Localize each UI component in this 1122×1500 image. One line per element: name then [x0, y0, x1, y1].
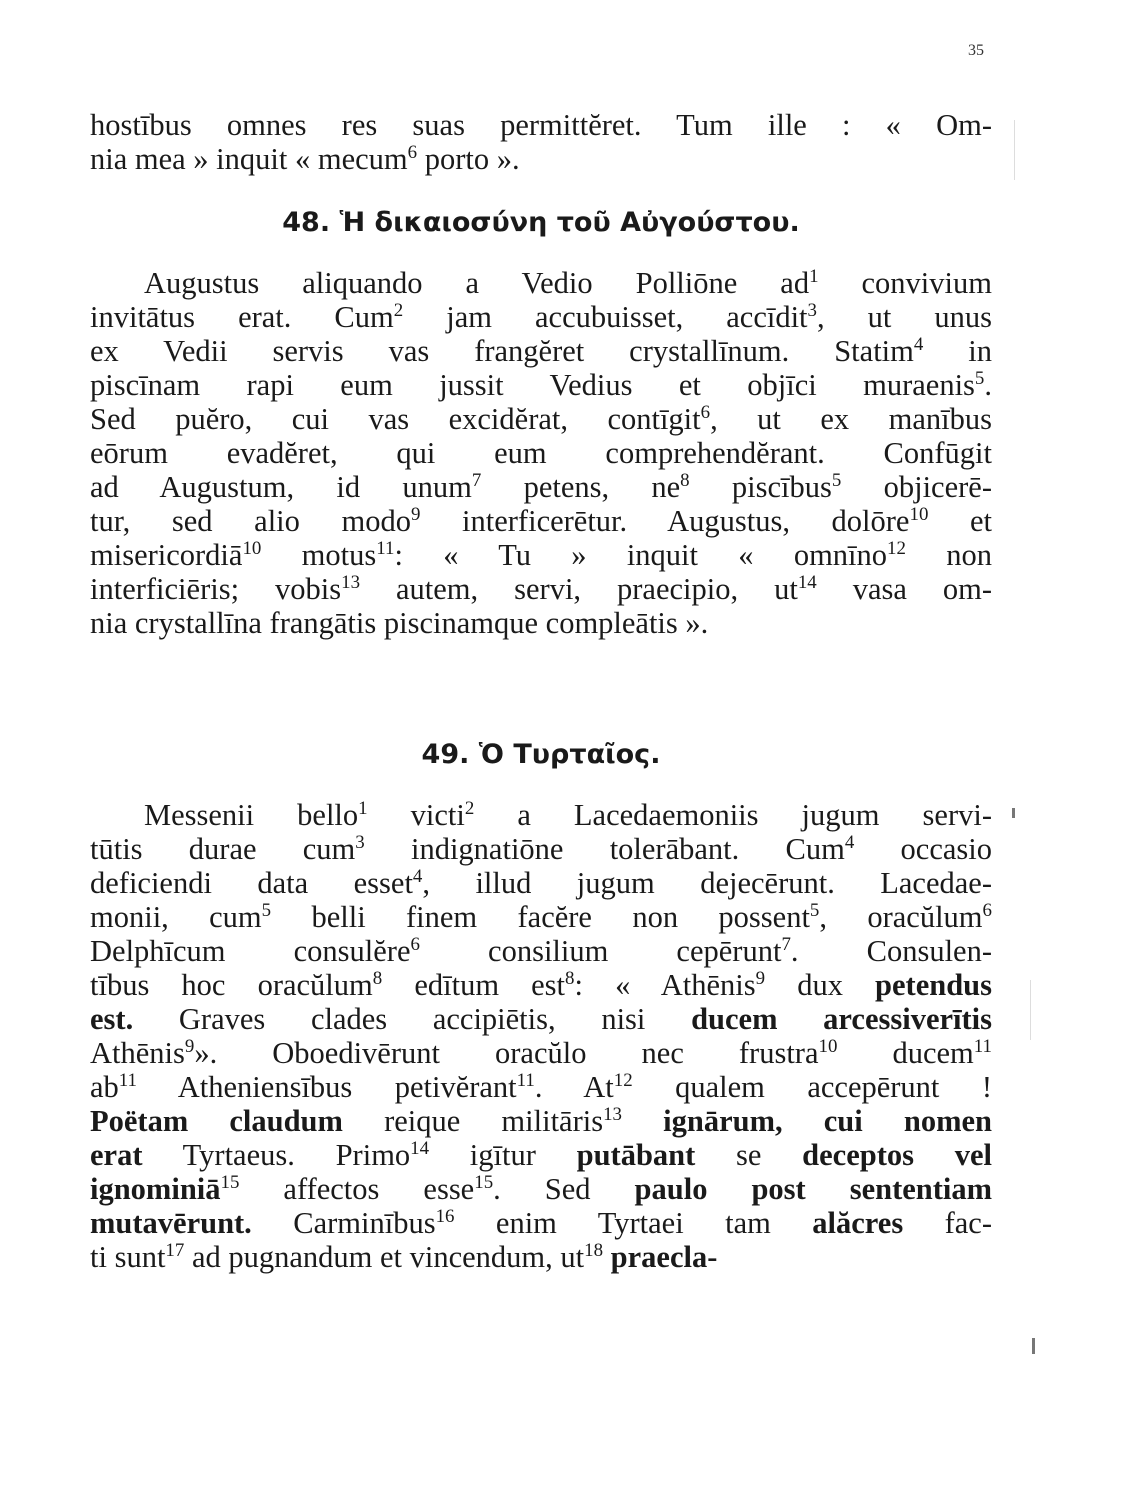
text-segment: deficiendi data esset: [90, 866, 413, 900]
footnote-marker: 12: [613, 1069, 633, 1091]
footnote-marker: 8: [680, 469, 690, 491]
text-line: [90, 832, 992, 866]
text-segment: enim Tyrtaei tam alăcres fac-: [454, 1206, 992, 1240]
section-48-paragraph: [90, 266, 992, 640]
text-segment: hostībus omnes res suas permittĕret. Tum ille : « Om-: [90, 108, 992, 142]
text-line: [90, 1240, 992, 1274]
footnote-marker: 15: [220, 1171, 240, 1193]
text-segment: est. Graves clades accipiētis, nisi ducem arcessiverītis: [90, 1002, 992, 1036]
text-line: [90, 436, 992, 470]
text-line: [90, 142, 992, 176]
footnote-marker: 17: [165, 1239, 185, 1261]
footnote-marker: 16: [435, 1205, 455, 1227]
text-segment: vasa om-: [816, 572, 992, 606]
text-segment: . At: [534, 1070, 614, 1104]
text-segment: interficiēris; vobis: [90, 572, 342, 606]
footnote-marker: 15: [474, 1171, 494, 1193]
footnote-marker: 6: [700, 401, 711, 423]
footnote-marker: 9: [755, 967, 766, 989]
text-segment: . Consulen-: [790, 934, 992, 968]
text-segment: : « Tu » inquit « omnīno: [394, 538, 888, 572]
text-line: [90, 470, 992, 504]
text-segment: et: [928, 504, 993, 538]
text-segment: , illud jugum dejecērunt. Lacedae-: [422, 866, 992, 900]
text-segment: ducem: [837, 1036, 974, 1070]
text-line: [90, 1206, 992, 1240]
footnote-marker: 4: [913, 333, 924, 355]
text-segment: igītur putābant se deceptos vel: [429, 1138, 992, 1172]
footnote-marker: 13: [603, 1103, 622, 1125]
footnote-marker: 11: [118, 1069, 138, 1091]
text-segment: Messenii bello: [144, 798, 359, 832]
footnote-marker: 4: [844, 831, 855, 853]
text-segment: autem, servi, praecipio, ut: [360, 572, 798, 606]
text-line: [90, 900, 992, 934]
text-segment: Poëtam claudum reique militāris: [90, 1104, 604, 1138]
footnote-marker: 9: [410, 503, 421, 525]
intro-paragraph: [90, 108, 992, 176]
footnote-marker: 6: [982, 899, 992, 921]
footnote-marker: 2: [393, 299, 404, 321]
text-line: [90, 1002, 992, 1036]
text-segment: ad Augustum, id unum: [90, 470, 472, 504]
text-segment: , ut unus: [816, 300, 993, 334]
text-line: [90, 108, 992, 142]
text-segment: praecla-: [610, 1240, 718, 1274]
text-segment: nia crystallīna frangātis piscinamque compleātis ».: [90, 606, 709, 640]
text-segment: victi: [367, 798, 465, 832]
text-segment: Delphīcum consulĕre: [90, 934, 411, 968]
footnote-marker: 11: [516, 1069, 535, 1091]
footnote-marker: 7: [471, 469, 482, 491]
text-line: [90, 866, 992, 900]
text-segment: mutavērunt. Carminībus: [90, 1206, 436, 1240]
text-line: [90, 266, 992, 300]
text-segment: tūtis durae cum: [90, 832, 356, 866]
footnote-marker: 11: [973, 1035, 992, 1057]
text-segment: jam accubuisset, accīdit: [403, 300, 808, 334]
text-segment: petens, ne: [481, 470, 681, 504]
text-segment: tībus hoc oracŭlum: [90, 968, 373, 1002]
scan-mark: [1030, 980, 1031, 1040]
footnote-marker: 3: [355, 831, 365, 853]
scan-mark: [1014, 120, 1015, 180]
footnote-marker: 4: [412, 865, 423, 887]
text-segment: Atheniensībus petivĕrant: [137, 1070, 517, 1104]
footnote-marker: 3: [807, 299, 817, 321]
text-line: [90, 572, 992, 606]
scan-speck: [1032, 1338, 1035, 1354]
section-49-paragraph: [90, 798, 992, 1274]
text-segment: eōrum evadĕret, qui eum comprehendĕrant. Confūgit: [90, 436, 992, 470]
text-segment: ignārum, cui nomen: [663, 1104, 993, 1138]
text-line: [90, 968, 992, 1002]
text-segment: misericordiā: [90, 538, 243, 572]
text-line: [90, 934, 992, 968]
footnote-marker: 1: [809, 265, 819, 287]
footnote-marker: 5: [831, 469, 842, 491]
text-line: [90, 1070, 992, 1104]
text-segment: convivium: [818, 266, 992, 300]
footnote-marker: 14: [797, 571, 817, 593]
text-segment: porto ».: [417, 142, 520, 176]
text-line: [90, 300, 992, 334]
text-segment: affectos esse: [239, 1172, 475, 1206]
text-line: [90, 504, 992, 538]
text-segment: piscībus: [689, 470, 832, 504]
section-48-heading: 48. Ἡ δικαιοσύνη τοῦ Αὐγούστου.: [282, 207, 800, 238]
footnote-marker: 10: [909, 503, 929, 525]
text-segment: Augustus aliquando a Vedio Polliōne ad: [144, 266, 810, 300]
text-segment: motus: [261, 538, 377, 572]
text-line: [90, 1172, 992, 1206]
text-segment: dux petendus: [765, 968, 992, 1002]
text-segment: invitātus erat. Cum: [90, 300, 394, 334]
footnote-marker: 1: [358, 797, 368, 819]
footnote-marker: 18: [584, 1239, 604, 1261]
footnote-marker: 6: [407, 141, 418, 163]
page-number: 35: [968, 42, 984, 59]
footnote-marker: 7: [781, 933, 791, 955]
footnote-marker: 5: [974, 367, 985, 389]
text-segment: , oracŭlum: [819, 900, 983, 934]
text-segment: monii, cum: [90, 900, 262, 934]
text-line: [90, 1104, 992, 1138]
footnote-marker: 14: [410, 1137, 430, 1159]
text-segment: non: [905, 538, 992, 572]
text-segment: .: [984, 368, 992, 402]
scan-speck: [1012, 808, 1015, 818]
text-segment: piscīnam rapi eum jussit Vedius et objīci muraenis: [90, 368, 975, 402]
text-line: [90, 368, 992, 402]
text-segment: qualem accepērunt !: [632, 1070, 992, 1104]
footnote-marker: 10: [242, 537, 262, 559]
footnote-marker: 12: [887, 537, 906, 559]
section-49-heading: 49. Ὁ Τυρταῖος.: [421, 739, 661, 770]
text-line: [90, 334, 992, 368]
text-segment: ti sunt: [90, 1240, 166, 1274]
text-segment: : « Athēnis: [574, 968, 756, 1002]
text-segment: . Sed paulo post sententiam: [493, 1172, 993, 1206]
text-segment: Sed puĕro, cui vas excidĕrat, contīgit: [90, 402, 701, 436]
text-line: [90, 402, 992, 436]
text-segment: in: [923, 334, 992, 368]
text-segment: Athēnis: [90, 1036, 185, 1070]
footnote-marker: 5: [261, 899, 272, 921]
footnote-marker: 6: [410, 933, 420, 955]
footnote-marker: 8: [372, 967, 383, 989]
text-segment: edītum est: [382, 968, 566, 1002]
text-line: [90, 1036, 992, 1070]
footnote-marker: 9: [184, 1035, 195, 1057]
footnote-marker: 8: [565, 967, 575, 989]
text-segment: ex Vedii servis vas frangĕret crystallīnum. Statim: [90, 334, 914, 368]
text-segment: interficerētur. Augustus, dolōre: [420, 504, 910, 538]
text-segment: a Lacedaemoniis jugum servi-: [474, 798, 992, 832]
text-segment: ignominiā: [90, 1172, 221, 1206]
text-line: [90, 798, 992, 832]
footnote-marker: 10: [818, 1035, 838, 1057]
text-segment: consilium cepērunt: [419, 934, 782, 968]
text-segment: erat Tyrtaeus. Primo: [90, 1138, 411, 1172]
footnote-marker: 11: [376, 537, 395, 559]
text-segment: ab: [90, 1070, 119, 1104]
text-segment: ». Oboedivērunt oracŭlo nec frustra: [194, 1036, 819, 1070]
text-segment: belli finem facĕre non possent: [271, 900, 810, 934]
text-line: [90, 1138, 992, 1172]
footnote-marker: 13: [341, 571, 361, 593]
text-line: [90, 538, 992, 572]
text-segment: objicerē-: [841, 470, 992, 504]
text-segment: occasio: [854, 832, 992, 866]
text-segment: , ut ex manībus: [710, 402, 992, 436]
footnote-marker: 5: [809, 899, 820, 921]
text-segment: tur, sed alio modo: [90, 504, 411, 538]
text-segment: ad pugnandum et vincendum, ut: [184, 1240, 585, 1274]
text-line: [90, 606, 992, 640]
footnote-marker: 2: [464, 797, 475, 819]
text-segment: indignatiōne tolerābant. Cum: [364, 832, 845, 866]
text-segment: nia mea » inquit « mecum: [90, 142, 408, 176]
